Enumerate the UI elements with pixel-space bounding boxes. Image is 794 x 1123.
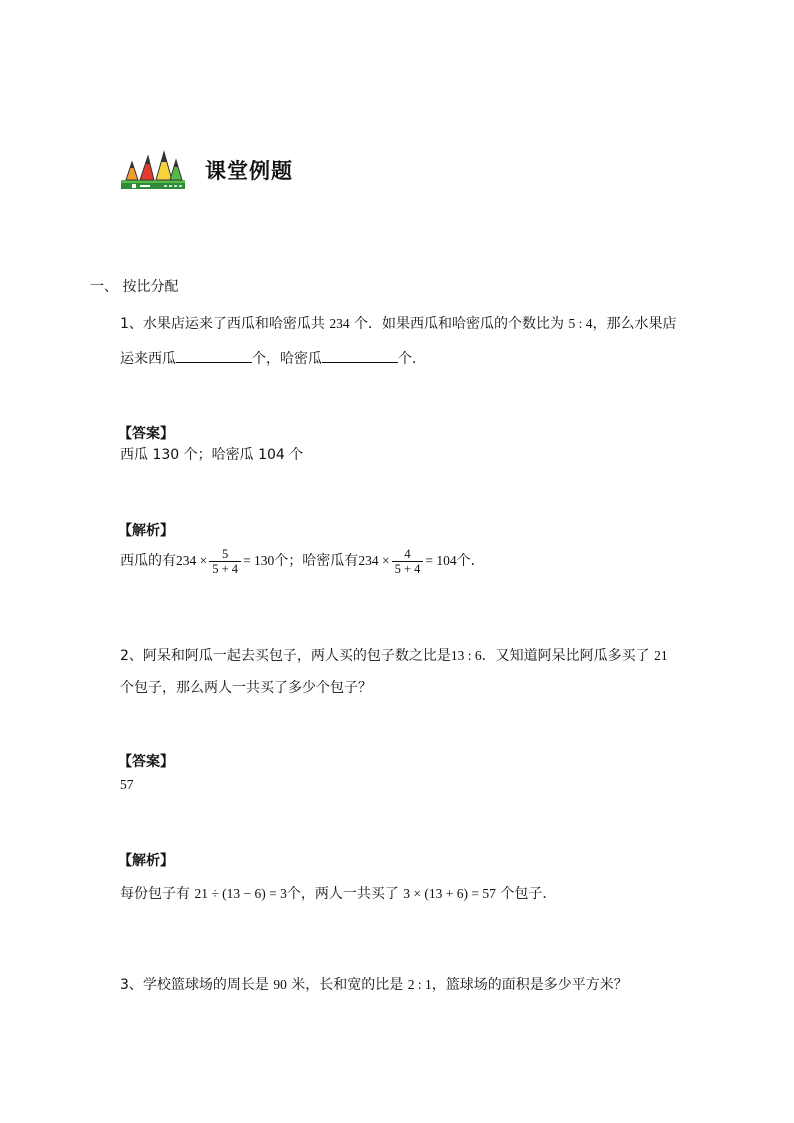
answer-blank-watermelon[interactable] [176,348,252,363]
pencils-icon [118,146,190,194]
question-3-line-1: 3、学校篮球场的周长是 90 米，长和宽的比是 2 : 1，篮球场的面积是多少平方米？ [120,977,628,993]
question-1-line-1: 1、水果店运来了西瓜和哈密瓜共 234 个．如果西瓜和哈密瓜的个数比为 5 : 4，那么水果店 [120,316,677,332]
question-2-line-2: 个包子，那么两人一共买了多少个包子？ [120,680,372,696]
answer-text: 西瓜 130 个；哈密瓜 104 个 [120,447,304,463]
analysis-formula: 每份包子有 21 ÷ (13 − 6) = 3个，两人一共买了 3 × (13 + 6) = 57 个包子． [120,886,557,902]
answer-text: 57 [120,777,134,792]
answer-label: 【答案】 [118,426,174,442]
analysis-label: 【解析】 [118,853,174,869]
question-1-line-2: 运来西瓜 个，哈密瓜 个． [120,348,426,369]
analysis-label: 【解析】 [118,523,174,539]
fraction: $\frac{4}{5 + 4}$ [392,547,424,576]
fraction: $\frac{5}{5 + 4}$ [209,547,241,576]
page-title: 课堂例题 [205,159,293,183]
answer-blank-cantaloupe[interactable] [322,348,398,363]
answer-label: 【答案】 [118,754,174,770]
section-label: 一、 按比分配 [90,279,179,295]
question-2-line-1: 2、阿呆和阿瓜一起去买包子，两人买的包子数之比是13 : 6．又知道阿呆比阿瓜多买了 21 [120,648,668,664]
analysis-formula: 西瓜的有 234 × $\frac{5}{5 + 4}$ = 130 个；哈密瓜有 234 × $\frac{4}{5 + 4}$ = 104 个． [120,546,485,576]
